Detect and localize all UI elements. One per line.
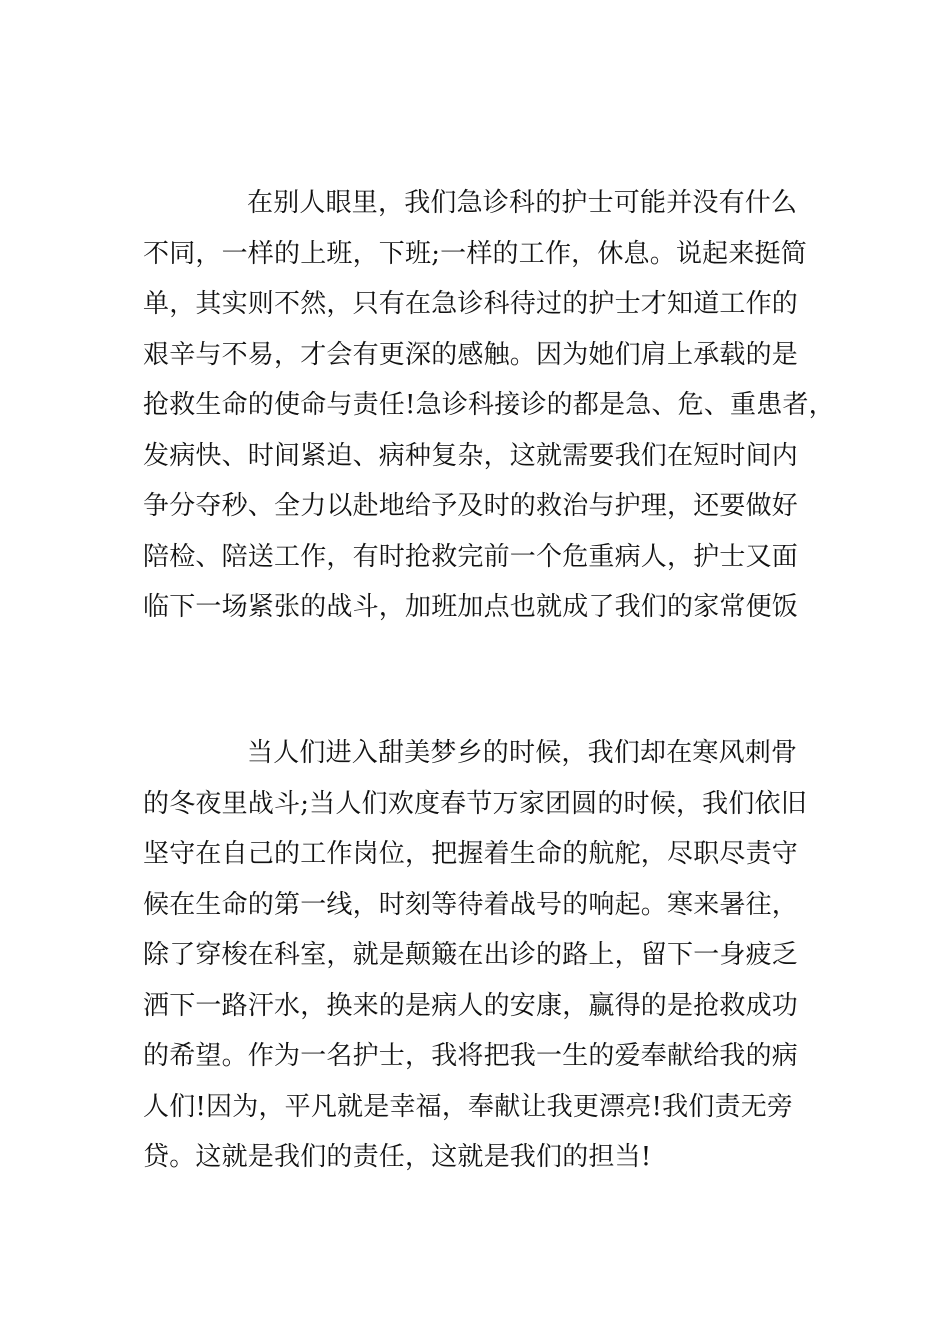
paragraph-line: 除了穿梭在科室，就是颠簸在出诊的路上，留下一身疲乏: [143, 940, 799, 970]
paragraph-line: 抢救生命的使命与责任!急诊科接诊的都是急、危、重患者，: [143, 390, 835, 420]
paragraph-line: 洒下一路汗水，换来的是病人的安康，赢得的是抢救成功: [143, 990, 799, 1021]
paragraph-line: 不同，一样的上班，下班;一样的工作，休息。说起来挺简: [143, 238, 807, 269]
paragraph-1: [143, 178, 835, 633]
paragraph-line: 候在生命的第一线，时刻等待着战号的响起。寒来暑往，: [143, 889, 799, 920]
paragraph-line: 贷。这就是我们的责任，这就是我们的担当!: [143, 1142, 652, 1172]
paragraph-line: 坚守在自己的工作岗位，把握着生命的航舵，尽职尽责守: [143, 839, 799, 869]
paragraph-line: 艰辛与不易，才会有更深的感触。因为她们肩上承载的是: [143, 339, 799, 370]
paragraph-line: 发病快、时间紧迫、病种复杂，这就需要我们在短时间内: [143, 440, 799, 471]
paragraph-line: 的希望。作为一名护士，我将把我一生的爱奉献给我的病: [143, 1041, 799, 1071]
paragraph-line: 在别人眼里，我们急诊科的护士可能并没有什么: [247, 188, 798, 218]
paragraph-2: [143, 728, 823, 1183]
paragraph-line: 陪检、陪送工作，有时抢救完前一个危重病人，护士又面: [143, 541, 799, 572]
paragraph-line: 争分夺秒、全力以赴地给予及时的救治与护理，还要做好: [143, 491, 799, 521]
paragraph-line: 临下一场紧张的战斗，加班加点也就成了我们的家常便饭: [143, 592, 799, 622]
paragraph-line: 人们!因为，平凡就是幸福，奉献让我更漂亮!我们责无旁: [143, 1091, 794, 1122]
paragraph-line: 单，其实则不然，只有在急诊科待过的护士才知道工作的: [143, 289, 799, 319]
paragraph-line: 的冬夜里战斗;当人们欢度春节万家团圆的时候，我们依旧: [143, 788, 807, 819]
paragraph-line: 当人们进入甜美梦乡的时候，我们却在寒风刺骨: [247, 738, 798, 768]
